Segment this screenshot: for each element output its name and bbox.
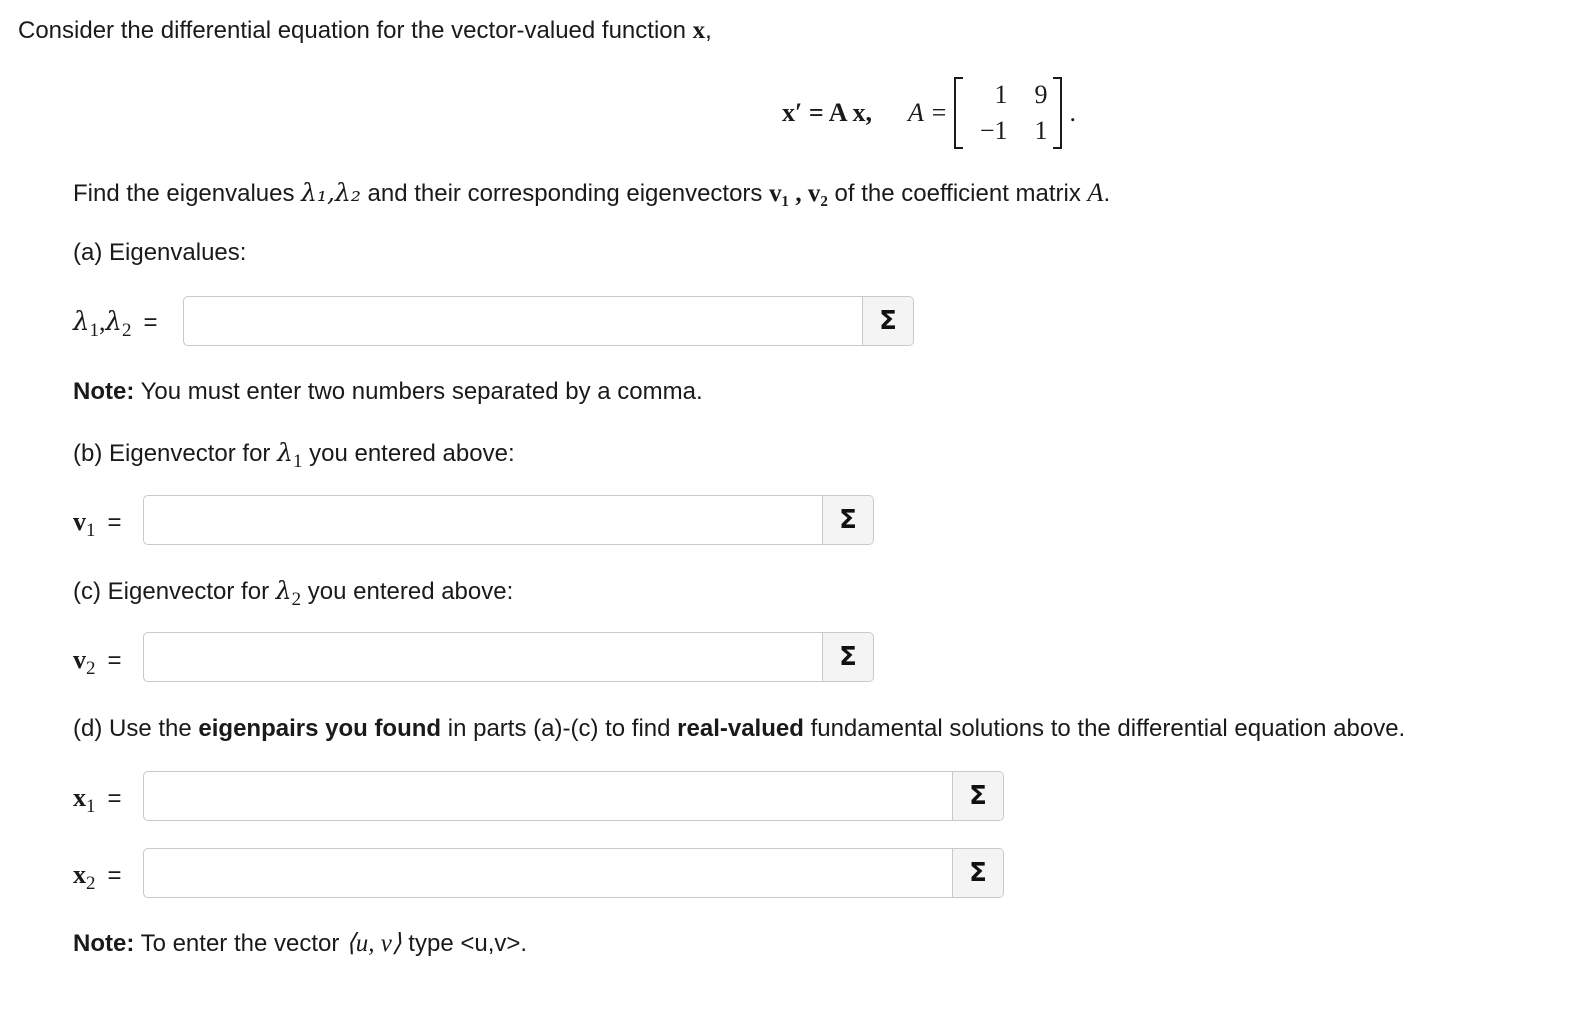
v2-label: $v_2$ = xyxy=(73,645,122,679)
sigma-icon[interactable]: Σ xyxy=(862,297,913,345)
v1-label: $v_1$ = xyxy=(73,507,122,541)
eigenvalues-input[interactable] xyxy=(184,297,862,345)
x2-field xyxy=(143,848,1004,898)
matrix-cell: −1 xyxy=(979,116,1008,145)
x1-input[interactable] xyxy=(144,772,952,820)
equation: x′ = A x, A = 1 9 −1 1 . xyxy=(782,74,1076,152)
v2-input[interactable] xyxy=(144,633,822,681)
note-d: Note: To enter the vector ⟨u, v⟩ type <u,v>. xyxy=(73,930,528,957)
x2-label: $x_2$ = xyxy=(73,860,122,894)
matrix-name: A = xyxy=(908,98,948,127)
part-c-title: (c) Eigenvector for $\lambda_2$ you entered above: xyxy=(73,576,514,610)
sigma-icon[interactable]: Σ xyxy=(952,849,1003,897)
v2-field xyxy=(143,632,874,682)
eigenvalues-field xyxy=(183,296,914,346)
matrix-cell: 1 xyxy=(994,80,1008,109)
x1-field xyxy=(143,771,1004,821)
matrix-cell: 1 xyxy=(1034,116,1048,145)
var-x: x xyxy=(692,17,706,44)
part-a-title: (a) Eigenvalues: xyxy=(73,239,247,266)
v1-input[interactable] xyxy=(144,496,822,544)
intro-text: Consider the differential equation for the vector-valued function x, xyxy=(18,17,712,44)
x2-input[interactable] xyxy=(144,849,952,897)
part-b-title: (b) Eigenvector for $\lambda_1$ you entered above: xyxy=(73,438,515,472)
v1-field xyxy=(143,495,874,545)
part-d-title: (d) Use the eigenpairs you found in parts (a)-(c) to find real-valued fundamental solutions to the differential equation above. xyxy=(73,715,1406,742)
sigma-icon[interactable]: Σ xyxy=(822,633,873,681)
matrix-cell: 9 xyxy=(1034,80,1048,109)
instructions: Find the eigenvalues λ₁,λ₂ and their corresponding eigenvectors v₁ , v₂ of the coefficient matrix A. xyxy=(73,178,1111,207)
sigma-icon[interactable]: Σ xyxy=(822,496,873,544)
x1-label: $x_1$ = xyxy=(73,783,122,817)
note-a: Note: You must enter two numbers separated by a comma. xyxy=(73,378,703,405)
coefficient-matrix xyxy=(954,77,1062,149)
equation-lhs: x′ = A x, xyxy=(782,98,873,127)
sigma-icon[interactable]: Σ xyxy=(952,772,1003,820)
eigenvalues-label: $\lambda_1,\lambda_2$ = xyxy=(73,307,158,341)
